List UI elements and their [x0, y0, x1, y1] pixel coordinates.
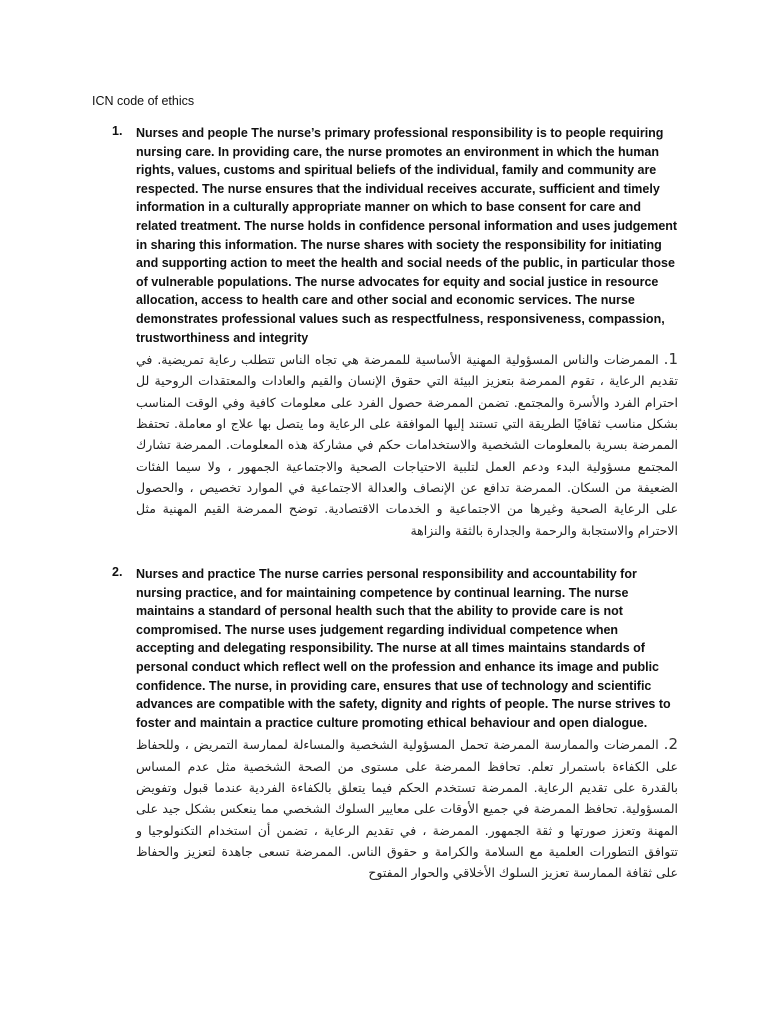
item-number: 2.: [112, 565, 123, 579]
ethics-item-1: [112, 124, 678, 541]
item-arabic-text: [136, 349, 678, 541]
item-number: 1.: [112, 124, 123, 138]
arabic-item-number: 1.: [663, 350, 678, 369]
item-english-text: Nurses and practice The nurse carries personal responsibility and accountability for nursing practice, and for maintaining competence by continual learning. The nurse maintains a standard of personal health such that the ability to provide care is not compromised. The nurse uses judgement regarding individual competence when accepting and delegating responsibility. The nurse at all times maintains standards of personal conduct which reflect well on the profession and enhance its image and public confidence. The nurse, in providing care, ensures that use of technology and scientific advances are compatible with the safety, dignity and rights of people. The nurse strives to foster and maintain a practice culture promoting ethical behaviour and open dialogue.: [136, 567, 671, 730]
item-english-text: Nurses and people The nurse’s primary professional responsibility is to people requiring nursing care. In providing care, the nurse promotes an environment in which the human rights, values, customs and spiritual beliefs of the individual, family and community are respected. The nurse ensures that the individual receives accurate, sufficient and timely information in a culturally appropriate manner on which to base consent for care and related treatment. The nurse holds in confidence personal information and uses judgement in sharing this information. The nurse shares with society the responsibility for initiating and supporting action to meet the health and social needs of the public, in particular those of vulnerable populations. The nurse advocates for equity and social justice in resource allocation, access to health care and other social and economic services. The nurse demonstrates professional values such as respectfulness, responsiveness, compassion, trustworthiness and integrity: [136, 126, 678, 345]
arabic-item-number: 2.: [663, 735, 678, 754]
document-title: ICN code of ethics: [92, 94, 195, 108]
ethics-item-2: [112, 565, 678, 883]
item-arabic-text: [136, 734, 678, 883]
arabic-paragraph: الممرضات والناس المسؤولية المهنية الأساسية للممرضة هي تجاه الناس تتطلب رعاية تمريضية. في تقديم الرعاية ، تقوم الممرضة بتعزيز البيئة التي حقوق الإنسان والقيم والعادات والمعتقدات الروحية لل احترام الفرد والأسرة والمجتمع. تضمن الممرضة حصول الفرد على معلومات كافية وفي الوقت المناسب بشكل مناسب ثقافيًا الطريقة التي تستند إليها الموافقة على الرعاية وما يتصل بها علاج او معاملة. تحتفظ الممرضة بسرية بالمعلومات الشخصية والاستخدامات حكم في مشاركة هذه المعلومات. الممرضة تشارك المجتمع مسؤولية البدء ودعم العمل لتلبية الاحتياجات الصحية والاجتماعية الجمهور ، ولا سيما الفئات الضعيفة من السكان. الممرضة تدافع عن الإنصاف والعدالة الاجتماعية في الموارد تخصيص ، والحصول على الرعاية الصحية وغيرها من الاجتماعية و الخدمات الاقتصادية. توضح الممرضة القيم المهنية مثل الاحترام والاستجابة والرحمة والجدارة بالثقة والنزاهة: [136, 352, 678, 538]
arabic-paragraph: الممرضات والممارسة الممرضة تحمل المسؤولية الشخصية والمساءلة لممارسة التمريض ، وللحفاظ على الكفاءة باستمرار تعلم. تحافظ الممرضة على مستوى من الصحة الشخصية مثل عدم المساس بالقدرة على تقديم الرعاية. الممرضة تستخدم الحكم فيما يتعلق بالكفاءة الفردية عندما قبول وتفويض المسؤولية. تحافظ الممرضة في جميع الأوقات على معايير السلوك الشخصي مما ينعكس بشكل جيد على المهنة وتعزز صورتها و ثقة الجمهور. الممرضة ، في تقديم الرعاية ، تضمن أن استخدام التكنولوجيا و تتوافق التطورات العلمية مع السلامة والكرامة و حقوق الناس. الممرضة تسعى جاهدة لتعزيز والحفاظ على ثقافة الممارسة تعزيز السلوك الأخلاقي والحوار المفتوح: [136, 737, 678, 881]
